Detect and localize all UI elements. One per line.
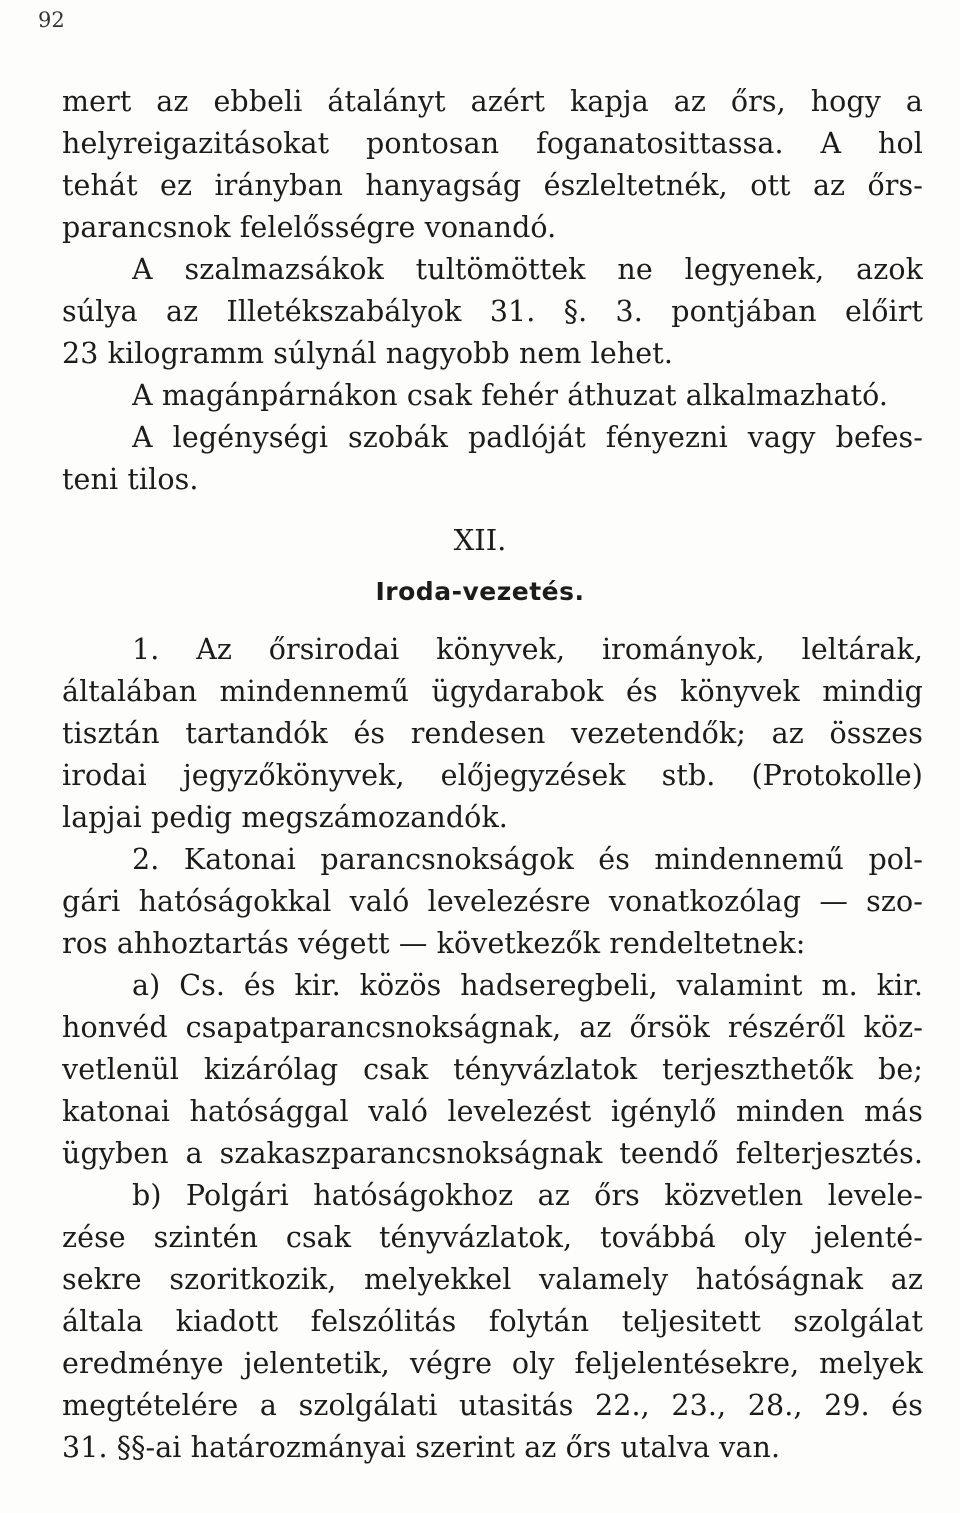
text-line: eredménye jelentetik, végre oly feljelentésekre, melyek (62, 1347, 923, 1380)
text-line: b) Polgári hatóságokhoz az őrs közvetlen levele- (132, 1179, 923, 1212)
text-line: A szalmazsákok tultömöttek ne legyenek, azok (132, 253, 923, 286)
text-line: tisztán tartandók és rendesen vezetendők; az összes (62, 717, 923, 750)
section-number: XII. (453, 523, 507, 557)
text-line: súlya az Illetékszabályok 31. §. 3. pontjában előirt (62, 295, 923, 328)
text-line: katonai hatósággal való levelezést igénylő minden más (62, 1095, 923, 1128)
text-line: A magánpárnákon csak fehér áthuzat alkalmazható. (132, 379, 889, 412)
page-number: 92 (38, 8, 65, 32)
text-line: vetlenül kizárólag csak tényvázlatok terjeszthetők be; (62, 1053, 923, 1086)
text-line: A legénységi szobák padlóját fényezni vagy befes- (132, 421, 923, 454)
text-line: gári hatóságokkal való levelezésre vonatkozólag — szo- (62, 885, 923, 918)
text-line: ros ahhoztartás végett — következők rendeltetnek: (62, 927, 806, 960)
text-line: tehát ez irányban hanyagság észleltetnék, ott az őrs- (62, 169, 923, 202)
text-line: 31. §§-ai határozmányai szerint az őrs utalva van. (62, 1431, 781, 1464)
text-line: ügyben a szakaszparancsnokságnak teendő felterjesztés. (62, 1137, 923, 1170)
text-line: általában mindennemű ügydarabok és könyvek mindig (62, 675, 923, 708)
text-line: parancsnok felelősségre vonandó. (62, 211, 557, 244)
text-line: mert az ebbeli átalányt azért kapja az őrs, hogy a (62, 85, 923, 118)
text-line: általa kiadott felszólitás folytán teljesitett szolgálat (62, 1305, 923, 1338)
text-line: zése szintén csak tényvázlatok, továbbá oly jelenté- (62, 1221, 923, 1254)
text-line: helyreigazitásokat pontosan foganatosittassa. A hol (62, 127, 923, 160)
text-line: lapjai pedig megszámozandók. (62, 801, 508, 834)
section-title: Iroda-vezetés. (375, 577, 585, 606)
text-line: megtételére a szolgálati utasitás 22., 23., 28., 29. és (62, 1389, 923, 1422)
text-line: sekre szoritkozik, melyekkel valamely hatóságnak az (62, 1263, 923, 1296)
text-line: a) Cs. és kir. közös hadseregbeli, valamint m. kir. (132, 969, 923, 1002)
text-line: irodai jegyzőkönyvek, előjegyzések stb. (Protokolle) (62, 759, 923, 792)
text-line: 1. Az őrsirodai könyvek, irományok, leltárak, (132, 633, 923, 666)
text-line: 2. Katonai parancsnokságok és mindennemű pol- (132, 843, 923, 876)
text-line: honvéd csapatparancsnokságnak, az őrsök részéről köz- (62, 1011, 923, 1044)
text-line: teni tilos. (62, 463, 199, 496)
text-line: 23 kilogramm súlynál nagyobb nem lehet. (62, 337, 673, 370)
